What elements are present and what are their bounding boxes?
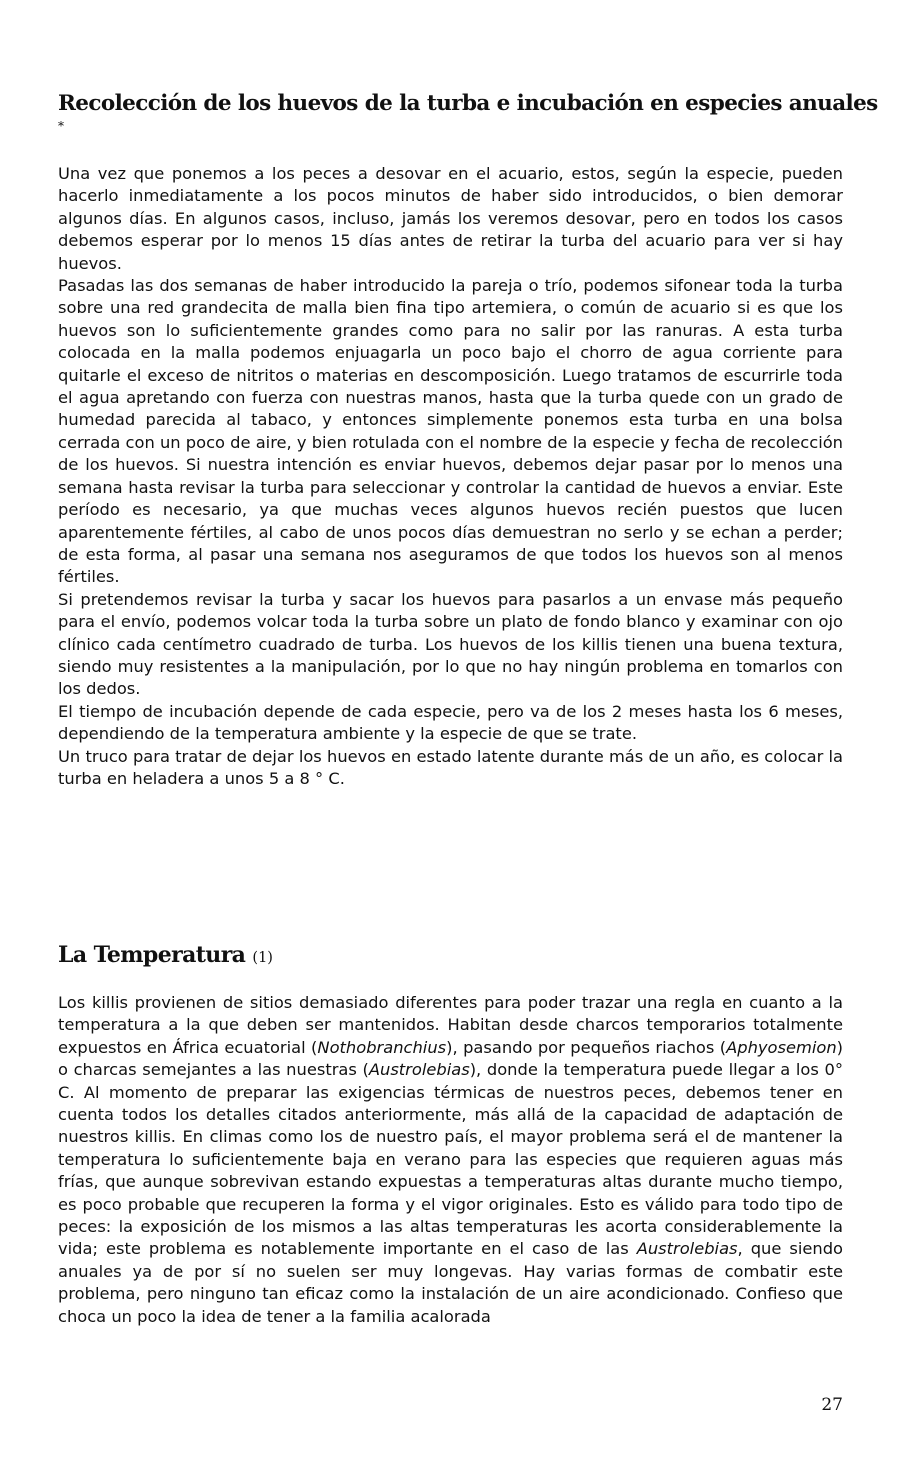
- paragraph: [58, 992, 843, 1328]
- section-title-egg-collection: Recolección de los huevos de la turba e incubación en especies anuales: [58, 91, 878, 116]
- species-name: Aphyosemion: [726, 1037, 837, 1057]
- text-run: ), donde la temperatura puede llegar a los 0° C. Al momento de preparar las exigencias térmicas de nuestros peces, debemos tener en cuenta todos los detalles citados anteriormente, más allá de la capacidad de adaptación de nuestros killis. En climas como los de nuestro país, el mayor problema será el de mantener la temperatura lo suficientemente baja en verano para las especies que requieren aguas más frías, que aunque sobrevivan estando expuestas a temperaturas altas durante mucho tiempo, es poco probable que recuperen la forma y el vigor originales. Esto es válido para todo tipo de peces: la exposición de los mismos a las altas temperaturas les acorta considerablemente la vida; este problema es notablemente importante en el caso de las: [58, 1060, 843, 1259]
- text-run: ), pasando por pequeños riachos (: [446, 1037, 727, 1057]
- paragraph: El tiempo de incubación depende de cada especie, pero va de los 2 meses hasta los 6 meses, dependiendo de la temperatura ambiente y la especie de que se trate.: [58, 701, 843, 744]
- document-page: [58, 0, 878, 1473]
- footnote-mark: *: [58, 119, 64, 133]
- text-run: Los killis provienen de sitios demasiado diferentes para poder trazar una regla en cuanto a la temperatura a la que deben ser mantenidos. Habitan desde charcos temporarios totalmente expuestos en África ecuatorial (: [58, 993, 843, 1057]
- paragraph: Si pretendemos revisar la turba y sacar los huevos para pasarlos a un envase más pequeño para el envío, podemos volcar toda la turba sobre un plato de fondo blanco y examinar con ojo clínico cada centímetro cuadrado de turba. Los huevos de los killis tienen una buena textura, siendo muy resistentes a la manipulación, por lo que no hay ningún problema en tomarlos con los dedos.: [58, 589, 843, 699]
- section-body-temperature: [58, 992, 843, 1328]
- paragraph: Un truco para tratar de dejar los huevos en estado latente durante más de un año, es colocar la turba en heladera a unos 5 a 8 ° C.: [58, 746, 843, 788]
- paragraph: Pasadas las dos semanas de haber introducido la pareja o trío, podemos sifonear toda la turba sobre una red grandecita de malla bien fina tipo artemiera, o común de acuario si es que los huevos son lo suficientemente grandes como para no salir por las ranuras. A esta turba colocada en la malla podemos enjuagarla un poco bajo el chorro de agua corriente para quitarle el exceso de nitritos o materias en descomposición. Luego tratamos de escurrirle toda el agua apretando con fuerza con nuestras manos, hasta que la turba quede con un grado de humedad parecida al tabaco, y entonces simplemente ponemos esta turba en una bolsa cerrada con un poco de aire, y bien rotulada con el nombre de la especie y fecha de recolección de los huevos. Si nuestra intención es enviar huevos, debemos dejar pasar por lo menos una semana hasta revisar la turba para seleccionar y controlar la cantidad de huevos a enviar. Este período es necesario, ya que muchas veces algunos huevos recién puestos que lucen aparentemente fértiles, al cabo de unos pocos días demuestran no serlo y se echan a perder; de esta forma, al pasar una semana nos aseguramos de que todos los huevos son al menos fértiles.: [58, 276, 843, 587]
- section-title-text: La Temperatura: [58, 942, 246, 968]
- section-body-egg-collection: [58, 163, 843, 790]
- species-name: Nothobranchius: [317, 1037, 447, 1057]
- paragraph: Una vez que ponemos a los peces a desovar en el acuario, estos, según la especie, pueden hacerlo inmediatamente a los pocos minutos de haber sido introducidos, o bien demorar algunos días. En algunos casos, incluso, jamás los veremos desovar, pero en todos los casos debemos esperar por lo menos 15 días antes de retirar la turba del acuario para ver si hay huevos.: [58, 164, 843, 273]
- text-run: , que siendo anuales ya de por sí no suelen ser muy longevas. Hay varias formas de combatir este problema, pero ninguno tan eficaz como la instalación de un aire acondicionado. Confieso que choca un poco la idea de tener a la familia acalorada: [58, 1239, 843, 1326]
- page-number: 27: [821, 1395, 843, 1415]
- footnote-reference: (1): [252, 950, 273, 966]
- species-name: Austrolebias: [368, 1060, 470, 1080]
- section-title-temperature: [58, 940, 273, 973]
- species-name: Austrolebias: [636, 1239, 738, 1259]
- text-run: ) o charcas semejantes a las nuestras (: [58, 1037, 844, 1080]
